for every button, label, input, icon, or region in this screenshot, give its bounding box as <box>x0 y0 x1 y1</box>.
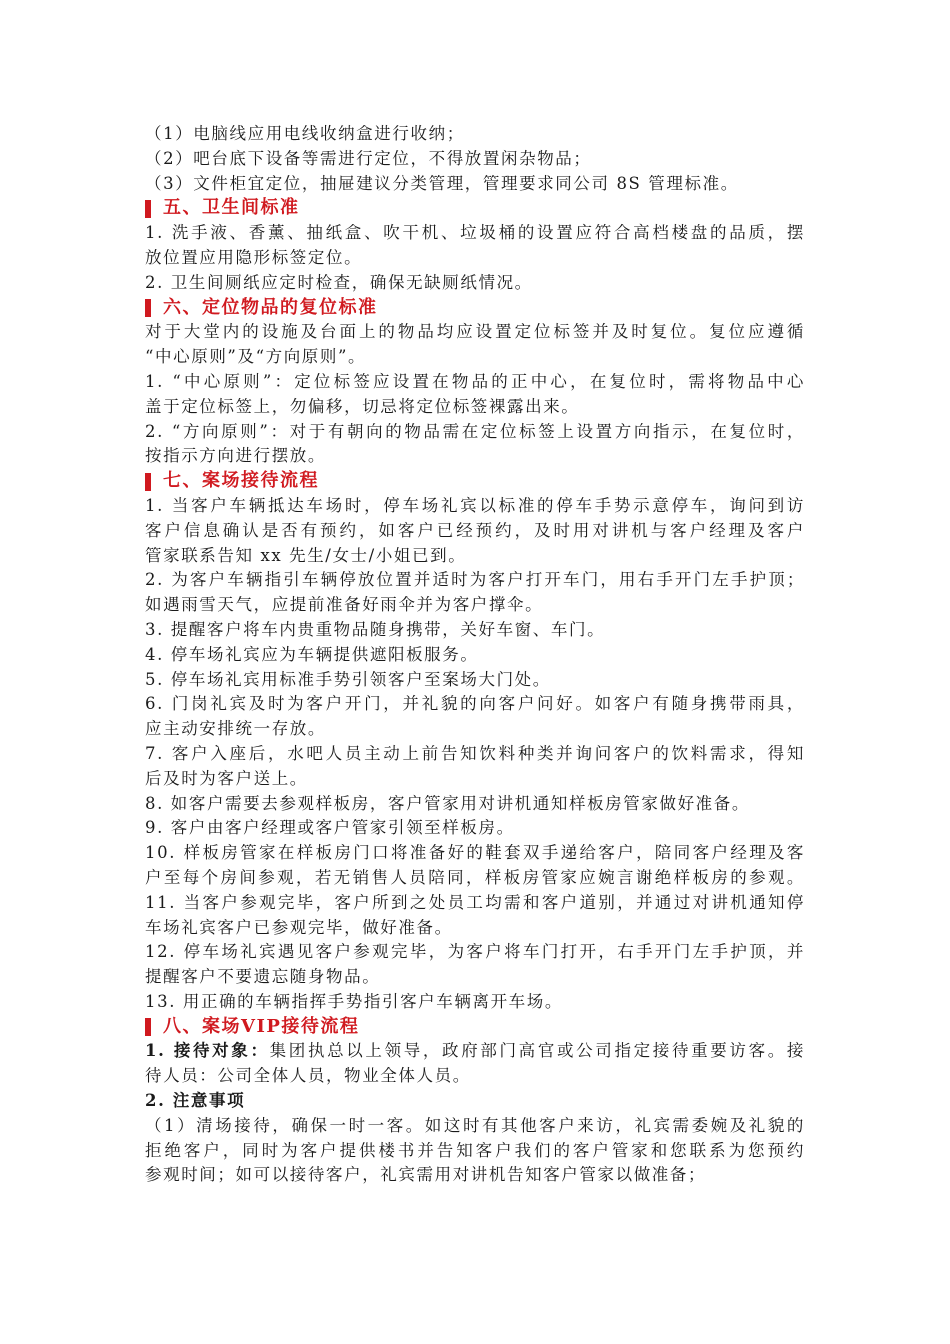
paragraph-line: 拒绝客户，同时为客户提供楼书并告知客户我们的客户管家和您联系为您预约 <box>145 1140 805 1160</box>
heading-marker <box>145 200 151 218</box>
paragraph-line: 13. 用正确的车辆指挥手势指引客户车辆离开车场。 <box>145 991 563 1011</box>
section-heading <box>145 469 805 494</box>
list-item: （1）电脑线应用电线收纳盒进行收纳； <box>145 124 465 143</box>
item-label: 2. 注意事项 <box>145 1091 246 1111</box>
paragraph-line: 参观时间；如可以接待客户，礼宾需用对讲机告知客户管家以做准备； <box>145 1165 707 1185</box>
paragraph-line: 5. 停车场礼宾用标准手势引领客户至案场大门处。 <box>145 669 551 689</box>
paragraph-line: 10. 样板房管家在样板房门口将准备好的鞋套双手递给客户，陪同客户经理及客 <box>145 843 805 863</box>
paragraph-line: “中心原则”及“方向原则”。 <box>145 347 367 367</box>
section-heading <box>145 1015 805 1040</box>
paragraph-line: 1. “中心原则”：定位标签应设置在物品的正中心，在复位时，需将物品中心 <box>145 371 805 391</box>
paragraph-line: 12. 停车场礼宾遇见客户参观完毕，为客户将车门打开，右手开门左手护顶，并 <box>145 942 805 962</box>
paragraph-line: 1. 洗手液、香薰、抽纸盒、吹干机、垃圾桶的设置应符合高档楼盘的品质，摆 <box>145 223 805 243</box>
paragraph-line: 应主动安排统一存放。 <box>145 719 326 739</box>
paragraph-line: 2. “方向原则”：对于有朝向的物品需在定位标签上设置方向指示，在复位时， <box>145 421 805 441</box>
heading-marker <box>145 473 151 491</box>
paragraph-line: 7. 客户入座后，水吧人员主动上前告知饮料种类并询问客户的饮料需求，得知 <box>145 743 805 763</box>
paragraph-line: 2. 为客户车辆指引车辆停放位置并适时为客户打开车门，用右手开门左手护顶； <box>145 570 805 590</box>
paragraph-line: 4. 停车场礼宾应为车辆提供遮阳板服务。 <box>145 644 479 664</box>
paragraph-line: 6. 门岗礼宾及时为客户开门，并礼貌的向客户问好。如客户有随身携带雨具， <box>145 694 805 714</box>
item-text: 集团执总以上领导，政府部门高官或公司指定接待重要访客。接 <box>269 1041 805 1061</box>
heading-marker <box>145 299 151 317</box>
paragraph-line: 户至每个房间参观，若无销售人员陪同，样板房管家应婉言谢绝样板房的参观。 <box>145 867 805 887</box>
paragraph-line: 对于大堂内的设施及台面上的物品均应设置定位标签并及时复位。复位应遵循 <box>145 322 805 342</box>
paragraph-line: 客户信息确认是否有预约，如客户已经预约，及时用对讲机与客户经理及客户 <box>145 520 805 540</box>
section-heading <box>145 296 805 321</box>
paragraph-line: 11. 当客户参观完毕，客户所到之处员工均需和客户道别，并通过对讲机通知停 <box>145 892 805 912</box>
paragraph-line: 放位置应用隐形标签定位。 <box>145 247 363 267</box>
paragraph-line: 8. 如客户需要去参观样板房，客户管家用对讲机通知样板房管家做好准备。 <box>145 793 750 813</box>
section-title: 七、案场接待流程 <box>163 470 319 492</box>
list-item: （3）文件柜宜定位，抽屉建议分类管理，管理要求同公司 8S 管理标准。 <box>145 173 739 193</box>
paragraph-line: 车场礼宾客户已参观完毕，做好准备。 <box>145 917 453 937</box>
paragraph-line: 2. 卫生间厕纸应定时检查，确保无缺厕纸情况。 <box>145 272 533 292</box>
section-title: 八、案场VIP接待流程 <box>163 1015 360 1037</box>
paragraph-line <box>145 1039 805 1064</box>
list-item: （2）吧台底下设备等需进行定位，不得放置闲杂物品； <box>145 148 592 168</box>
paragraph-line: 1. 当客户车辆抵达车场时，停车场礼宾以标准的停车手势示意停车，询问到访 <box>145 495 805 515</box>
section-heading <box>145 196 805 221</box>
heading-marker <box>145 1018 151 1036</box>
section-title: 六、定位物品的复位标准 <box>163 296 378 318</box>
paragraph-line: 按指示方向进行摆放。 <box>145 446 326 466</box>
paragraph-line: 待人员：公司全体人员，物业全体人员。 <box>145 1066 471 1086</box>
paragraph-line: 3. 提醒客户将车内贵重物品随身携带，关好车窗、车门。 <box>145 619 606 639</box>
paragraph-line: 后及时为客户送上。 <box>145 768 308 788</box>
paragraph-line: 管家联系告知 xx 先生/女士/小姐已到。 <box>145 545 467 565</box>
document-page <box>145 122 805 1188</box>
section-title: 五、卫生间标准 <box>163 197 300 219</box>
item-label: 1. 接待对象： <box>145 1041 270 1061</box>
paragraph-line: 盖于定位标签上，勿偏移，切忌将定位标签裸露出来。 <box>145 396 580 416</box>
paragraph-line: 如遇雨雪天气，应提前准备好雨伞并为客户撑伞。 <box>145 595 544 615</box>
paragraph-line: 9. 客户由客户经理或客户管家引领至样板房。 <box>145 818 515 838</box>
paragraph-line: 提醒客户不要遗忘随身物品。 <box>145 967 381 987</box>
paragraph-line: （1）清场接待，确保一时一客。如这时有其他客户来访，礼宾需委婉及礼貌的 <box>145 1115 805 1135</box>
